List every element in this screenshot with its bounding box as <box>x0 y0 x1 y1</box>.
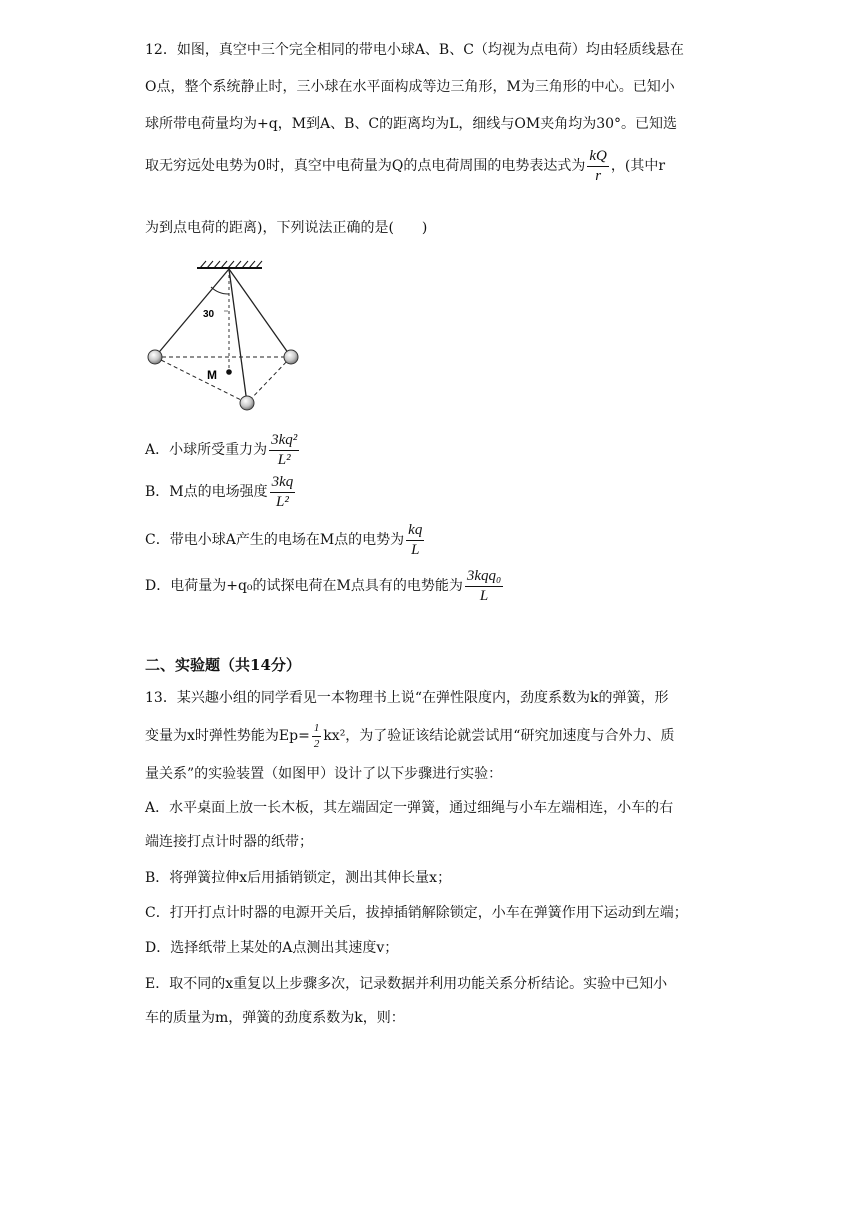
q12-line-4 <box>145 146 665 186</box>
option-c-numerator: kq <box>406 523 424 541</box>
elastic-energy-denominator: 2 <box>313 737 320 750</box>
option-d-formula <box>465 569 503 604</box>
q13-line-1: 13．某兴趣小组的同学看见一本物理书上说“在弹性限度内，劲度系数为k的弹簧，形 <box>145 690 669 706</box>
elastic-energy-numerator: 1 <box>312 723 322 737</box>
pendulum-figure <box>140 258 310 418</box>
q12-line-4-suffix: ，(其中r <box>610 158 666 174</box>
section-2-title: 二、实验题（共14分） <box>145 656 301 674</box>
option-c <box>145 520 426 560</box>
ball-front <box>240 396 254 410</box>
option-b-denominator: L² <box>276 493 289 510</box>
q12-line-3: 球所带电荷量均为+q，M到A、B、C的距离均为L，细线与OM夹角均为30°。已知选 <box>145 116 678 132</box>
point-m <box>226 369 232 375</box>
option-d-text: D．电荷量为+q₀的试探电荷在M点具有的电势能为 <box>145 578 463 594</box>
option-a-formula <box>269 433 299 468</box>
option-b-formula <box>270 475 296 510</box>
triangle-edge-right <box>247 357 291 403</box>
option-c-formula <box>406 523 424 558</box>
q13-step-a-cont: 端连接打点计时器的纸带； <box>145 834 313 850</box>
q13-line-2 <box>145 716 674 756</box>
string-left <box>155 269 229 357</box>
q13-step-c: C．打开打点计时器的电源开关后，拔掉插销解除锁定，小车在弹簧作用下运动到左端； <box>145 905 688 921</box>
option-b-numerator: 3kq <box>270 475 296 493</box>
option-b-text: B．M点的电场强度 <box>145 484 268 500</box>
option-a-numerator: 3kq² <box>269 433 299 451</box>
option-b <box>145 472 297 512</box>
string-right <box>229 269 291 357</box>
q13-line-2-suffix: kx²，为了验证该结论就尝试用“研究加速度与合外力、质 <box>323 728 675 744</box>
q13-step-e-cont: 车的质量为m，弹簧的劲度系数为k，则： <box>145 1010 405 1026</box>
q13-step-d: D．选择纸带上某处的A点测出其速度v； <box>145 940 399 956</box>
option-c-denominator: L <box>411 541 420 558</box>
potential-formula <box>587 149 609 184</box>
point-m-label: M <box>207 368 217 382</box>
q13-step-e: E．取不同的x重复以上步骤多次，记录数据并利用功能关系分析结论。实验中已知小 <box>145 976 668 992</box>
q13-step-b: B．将弹簧拉伸x后用插销锁定，测出其伸长量x； <box>145 870 452 886</box>
q12-line-5: 为到点电荷的距离)，下列说法正确的是( ) <box>145 220 428 236</box>
potential-formula-numerator: kQ <box>587 149 609 167</box>
option-a-denominator: L² <box>277 451 291 468</box>
string-front <box>229 269 247 403</box>
angle-label: 30 <box>203 309 215 320</box>
option-d <box>145 566 505 606</box>
elastic-energy-fraction <box>312 723 322 750</box>
potential-formula-denominator: r <box>595 167 602 184</box>
q12-line-1: 12．如图，真空中三个完全相同的带电小球A、B、C（均视为点电荷）均由轻质线悬在 <box>145 42 684 58</box>
option-c-text: C．带电小球A产生的电场在M点的电势为 <box>145 532 405 548</box>
q13-line-3: 量关系”的实验装置（如图甲）设计了以下步骤进行实验： <box>145 766 503 782</box>
q13-step-a: A．水平桌面上放一长木板，其左端固定一弹簧，通过细绳与小车左端相连，小车的右 <box>145 800 674 816</box>
option-a <box>145 430 301 470</box>
ceiling-hatch <box>200 261 262 268</box>
ball-right <box>284 350 298 364</box>
option-a-text: A．小球所受重力为 <box>145 442 268 458</box>
q13-line-2-text: 变量为x时弹性势能为Ep= <box>145 728 310 744</box>
q12-line-2: O点，整个系统静止时，三小球在水平面构成等边三角形，M为三角形的中心。已知小 <box>145 79 675 95</box>
q12-line-4-text: 取无穷远处电势为0时，真空中电荷量为Q的点电荷周围的电势表达式为 <box>145 158 586 174</box>
triangle-edge-left <box>155 357 247 403</box>
option-d-denominator: L <box>479 587 489 604</box>
option-d-numerator: 3kqq₀ <box>465 569 503 587</box>
ball-left <box>148 350 162 364</box>
